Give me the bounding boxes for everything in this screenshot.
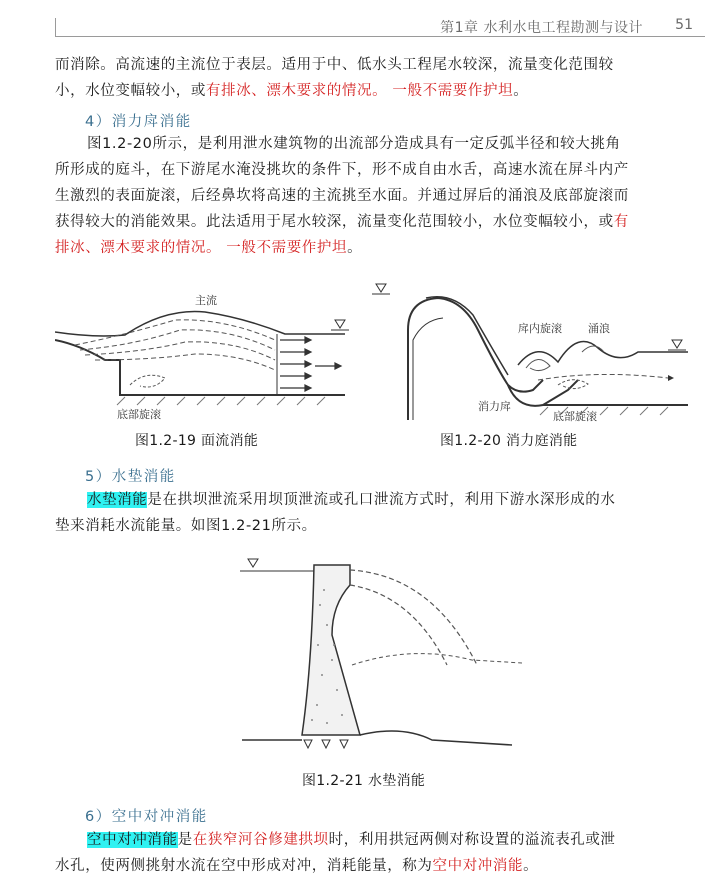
paragraph-1 xyxy=(55,52,687,104)
figure-1-2-20-caption: 图1.2-20 消力庭消能 xyxy=(440,433,578,449)
text-span: 获得较大的消能效果。此法适用于尾水较深，流量变化范围较小，水位变幅较小，或 xyxy=(55,214,614,230)
dam-body-line xyxy=(413,318,443,420)
red-emphasis: 在狭窄河谷修建拱坝 xyxy=(192,832,329,848)
paragraph-2-line-1: 图1.2-20所示，是利用泄水建筑物的出流部分造成具有一定反弧半径和较大挑角 xyxy=(87,136,621,152)
text-span: 小，水位变幅较小，或 xyxy=(55,83,206,99)
flow-arrow xyxy=(668,375,674,381)
red-emphasis: 排冰、漂木要求的情况。 一般不需要作护坦 xyxy=(55,240,348,256)
spillway-profile xyxy=(408,298,543,392)
paragraph-2-line-3: 生激烈的表面旋滚，后经鼻坎将高速的主流挑至水面。并通过屏后的涌浪及底部旋滚而 xyxy=(55,188,629,204)
paragraph-4-line-1 xyxy=(55,827,687,853)
figure-water-cushion-dissipation xyxy=(232,545,522,760)
foundation-line xyxy=(242,731,512,745)
main-jet-line xyxy=(538,374,668,380)
velocity-arrows xyxy=(280,337,341,391)
foundation-anchors xyxy=(304,740,348,748)
section-heading-5: 5）水垫消能 xyxy=(85,469,176,485)
paragraph-2-line-2: 所形成的庭斗，在下游尾水淹没挑坎的条件下，形不成自由水舌，高速水流在屏斗内产 xyxy=(55,162,629,178)
text-span: 时，利用拱冠两侧对称设置的溢流表孔或泄 xyxy=(328,832,616,848)
arch-dam-body xyxy=(302,565,360,735)
paragraph-3 xyxy=(55,487,687,539)
upstream-water-level-symbol xyxy=(372,284,390,294)
flow-lines xyxy=(75,320,275,370)
label-bottom-roller: 底部旋滚 xyxy=(553,410,597,423)
label-bottom-roller: 底部旋滚 xyxy=(117,408,161,421)
paragraph-2-line-5 xyxy=(55,235,687,261)
figure-roller-bucket-dissipation xyxy=(368,270,693,430)
paragraph-4 xyxy=(55,827,687,879)
bottom-roller-swirl xyxy=(130,375,165,387)
section-heading-4: 4）消力戽消能 xyxy=(85,114,192,130)
paragraph-4-line-2 xyxy=(55,853,687,879)
paragraph-2 xyxy=(55,131,687,261)
highlighted-term: 水垫消能 xyxy=(87,492,148,508)
running-header-title: 第1章 水利水电工程勘测与设计 xyxy=(440,20,643,36)
tailwater-surface xyxy=(352,654,522,665)
downstream-water-level-symbol xyxy=(668,340,686,350)
paragraph-1-line-1: 而消除。高流速的主流位于表层。适用于中、低水头工程尾水较深，流量变化范围较 xyxy=(55,57,614,73)
label-bucket: 消力戽 xyxy=(478,400,511,413)
upstream-water-level-symbol xyxy=(240,559,314,571)
text-span: 是在拱坝泄流采用坝顶泄流或孔口泄流方式时，利用下游水深形成的水 xyxy=(147,492,616,508)
water-surface xyxy=(55,311,345,336)
text-span: 水孔，使两侧挑射水流在空中形成对冲，消耗能量，称为 xyxy=(55,858,433,874)
label-main-flow: 主流 xyxy=(195,294,217,307)
highlighted-term: 空中对冲消能 xyxy=(87,832,178,848)
jet-lower xyxy=(350,585,447,665)
text-span: 。 xyxy=(347,240,363,256)
label-surge: 涌浪 xyxy=(588,322,610,335)
page-number: 51 xyxy=(675,17,693,33)
surge-surface xyxy=(518,342,688,365)
paragraph-3-line-2: 垫来消耗水流能量。如图1.2-21所示。 xyxy=(55,518,317,534)
figure-1-2-21-caption: 图1.2-21 水垫消能 xyxy=(302,773,426,789)
red-emphasis: 有 xyxy=(613,214,629,230)
bed-hatching xyxy=(117,397,325,405)
red-emphasis: 有排冰、漂木要求的情况。 一般不需要作护坦 xyxy=(206,83,514,99)
header-tick xyxy=(55,18,56,36)
paragraph-1-line-2 xyxy=(55,78,687,104)
text-span: 。 xyxy=(513,83,529,99)
paragraph-2-line-4 xyxy=(55,209,687,235)
figure-surface-flow-dissipation xyxy=(55,290,355,430)
figure-1-2-19-caption: 图1.2-19 面流消能 xyxy=(135,433,259,449)
paragraph-3-line-1 xyxy=(55,487,687,513)
water-level-symbol xyxy=(331,320,349,330)
text-span: 是 xyxy=(177,832,193,848)
red-emphasis: 空中对冲消能 xyxy=(432,858,524,874)
header-rule xyxy=(55,36,705,37)
section-heading-6: 6）空中对冲消能 xyxy=(85,809,208,825)
text-span: 。 xyxy=(523,858,539,874)
bucket xyxy=(508,380,578,406)
label-inner-roller: 戽内旋滚 xyxy=(518,322,562,335)
